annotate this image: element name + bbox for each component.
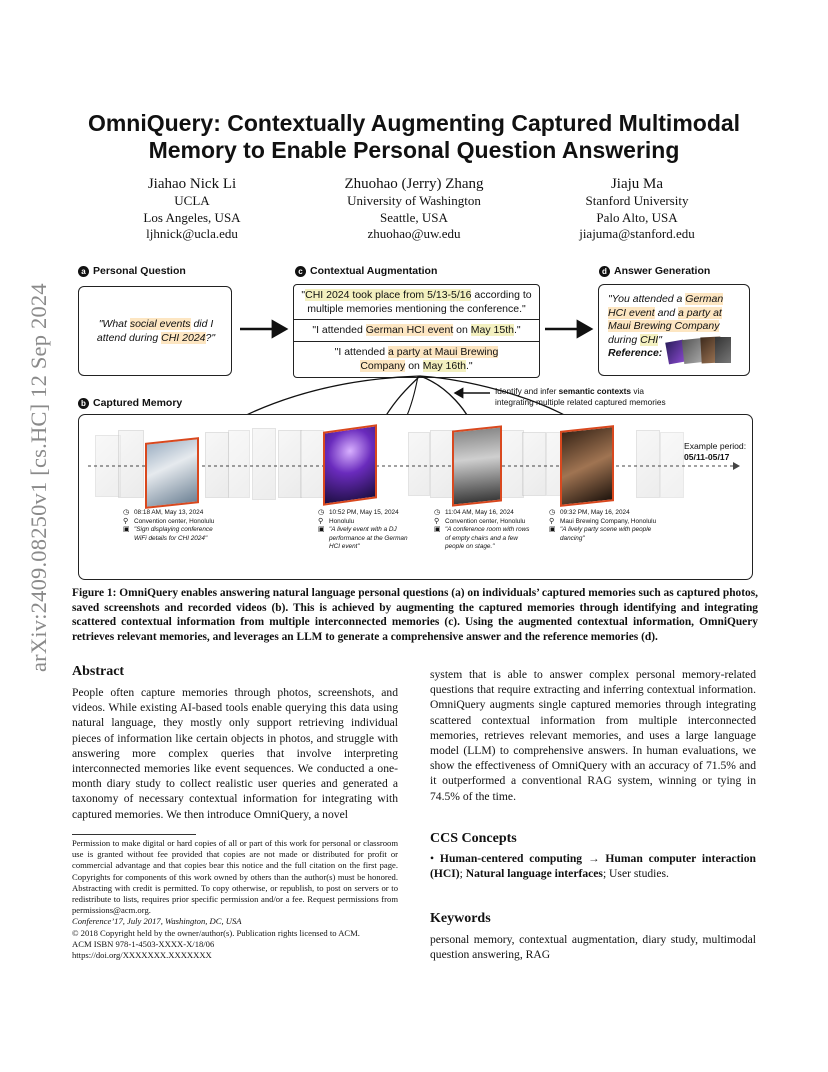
location-pin-icon: ⚲ — [318, 517, 324, 525]
personal-question-text: "What social events did I attend during CHI 2024?" — [96, 318, 216, 344]
example-period: Example period: 05/11-05/17 — [684, 441, 747, 462]
footnote-rule — [72, 834, 196, 835]
caption-icon: ▣ — [318, 526, 325, 533]
footnote — [72, 838, 398, 961]
author-affiliation: Stanford University — [585, 193, 689, 208]
keywords-heading: Keywords — [430, 911, 491, 926]
author-affiliation: University of Washington — [347, 193, 481, 208]
memory-caption-1: ◷ 08:18 AM, May 13, 2024 ⚲ Convention center, Honolulu ▣ "Sign displaying conference WiFi details for CHI 2024" — [123, 509, 215, 542]
caption-icon: ▣ — [434, 526, 441, 533]
ccs-heading: CCS Concepts — [430, 831, 517, 846]
context-item-2: "I attended German HCI event on May 15th." — [312, 324, 521, 336]
author-email: zhuohao@uw.edu — [367, 226, 461, 241]
author-location: Seattle, USA — [380, 209, 448, 225]
clock-icon: ◷ — [434, 509, 441, 516]
keywords-text: personal memory, contextual augmentation, diary study, multimodal question answering, RAG — [430, 933, 756, 962]
abstract-text-left: People often capture memories through photos, screenshots, and videos. While existing AI-based tools enable querying this data using natural language, they mostly only support retrieving individual pieces of information like certain objects in photos, and struggle with answering more complex queries that involve interpreting interconnected memories like event sequences. We conducted a one-month diary study to collect realistic user queries and generated a taxonomy of necessary contextual information for integrating with captured memories. We then introduce OmniQuery, a novel — [72, 686, 398, 821]
answer-text: "You attended a German HCI event and a party at Maui Brewing Company during CHI" — [608, 293, 724, 346]
memory-photo-party — [560, 425, 614, 507]
caption-icon: ▣ — [549, 526, 556, 533]
memory-photo-dj-event — [323, 424, 377, 506]
permission-notice: Permission to make digital or hard copies of all or part of this work for personal or classroom use is granted without fee provided that copies are not made or distributed for profit or commercial advantage and that copies bear this notice and the full citation on the first page. Copyrights for components of this work owned by others than the author(s) must be honored. Abstracting with credit is permitted. To copy otherwise, or republish, to post on servers or to redistribute to lists, requires prior specific permission and/or a fee. Request permissions from permissions@acm.org. — [72, 838, 398, 916]
isbn-line: ACM ISBN 978-1-4503-XXXX-X/18/06 — [72, 938, 215, 949]
title-line-1: OmniQuery: Contextually Augmenting Captured Multimodal — [87, 110, 741, 136]
author-email: jiajuma@stanford.edu — [579, 226, 695, 241]
panel-letter: a — [78, 266, 89, 277]
figure-caption: Figure 1: OmniQuery enables answering natural language personal questions (a) on individuals’ captured memories such as captured photos, saved screenshots and recorded videos (b). This is achieved by augmenting the captured memories through identifying and integrating scattered contextual information from multiple interconnected memories (c). Using the augmented contextual information, OmniQuery retrieves relevant memories, and leverages an LLM to generate a comprehensive answer and the reference memories (d). — [72, 587, 758, 643]
location-pin-icon: ⚲ — [123, 517, 129, 525]
panel-title-text: Captured Memory — [93, 397, 183, 409]
memory-caption-3: ◷ 11:04 AM, May 16, 2024 ⚲ Convention center, Honolulu ▣ "A conference room with rows of empty chairs and a few people on stage." — [434, 509, 530, 550]
author-name: Zhuohao (Jerry) Zhang — [344, 176, 484, 192]
ccs-text: • Human-centered computing → Human computer interaction (HCI); Natural language interfaces; User studies. — [430, 852, 757, 881]
doi-line: https://doi.org/XXXXXXX.XXXXXXX — [72, 950, 212, 961]
panel-title-text: Personal Question — [93, 265, 186, 277]
memory-caption-4: ◷ 09:32 PM, May 16, 2024 ⚲ Maui Brewing Company, Honolulu ▣ "A lively party scene with people dancing" — [549, 509, 657, 542]
author-affiliation: UCLA — [174, 193, 210, 208]
context-item-3: "I attended a party at Maui Brewing Company on May 16th." — [334, 346, 499, 372]
panel-title-text: Contextual Augmentation — [310, 265, 438, 277]
author-email: ljhnick@ucla.edu — [146, 226, 238, 241]
abstract-text-right: system that is able to answer complex personal memory-related questions that require extracting and inferring contextual information. OmniQuery augments single captured memories through integrating scattered contextual information from multiple interconnected memories, retrieves relevant memories, and uses a large language model (LLM) to comprehensive answers. In human evaluations, we show the effectiveness of OmniQuery with an accuracy of 71.5% and it outperformed a conventional RAG system, winning or tying in 74.5% of the time. — [430, 668, 756, 803]
clock-icon: ◷ — [123, 509, 130, 516]
author-name: Jiaju Ma — [610, 176, 664, 192]
memory-caption-2: ◷ 10:52 PM, May 15, 2024 ⚲ Honolulu ▣ "A lively event with a DJ performance at the German HCI event" — [318, 509, 408, 550]
author-location: Palo Alto, USA — [596, 209, 678, 225]
author-name: Jiahao Nick Li — [147, 176, 237, 192]
arxiv-identifier: arXiv:2409.08250v1 [cs.HC] 12 Sep 2024 — [26, 283, 51, 672]
clock-icon: ◷ — [318, 509, 325, 516]
abstract-heading: Abstract — [72, 664, 125, 679]
memory-photo-conference-room — [452, 425, 502, 506]
caption-icon: ▣ — [123, 526, 130, 533]
copyright-line: © 2018 Copyright held by the owner/author(s). Publication rights licensed to ACM. — [72, 927, 360, 938]
reference-label: Reference: — [608, 347, 663, 359]
panel-letter: d — [599, 266, 610, 277]
memory-photo-conference-sign — [145, 437, 199, 509]
title-line-2: Memory to Enable Personal Question Answering — [148, 137, 680, 163]
conference-line: Conference’17, July 2017, Washington, DC, USA — [72, 916, 242, 927]
author-location: Los Angeles, USA — [143, 209, 241, 225]
identify-note: Identify and infer semantic contexts via integrating multiple related captured memories — [495, 386, 666, 407]
context-item-1: "CHI 2024 took place from 5/13-5/16 according to multiple memories mentioning the conference." — [301, 289, 532, 315]
panel-title-text: Answer Generation — [614, 265, 711, 277]
panel-letter: c — [295, 266, 306, 277]
clock-icon: ◷ — [549, 509, 556, 516]
location-pin-icon: ⚲ — [549, 517, 555, 525]
panel-letter: b — [78, 398, 89, 409]
location-pin-icon: ⚲ — [434, 517, 440, 525]
